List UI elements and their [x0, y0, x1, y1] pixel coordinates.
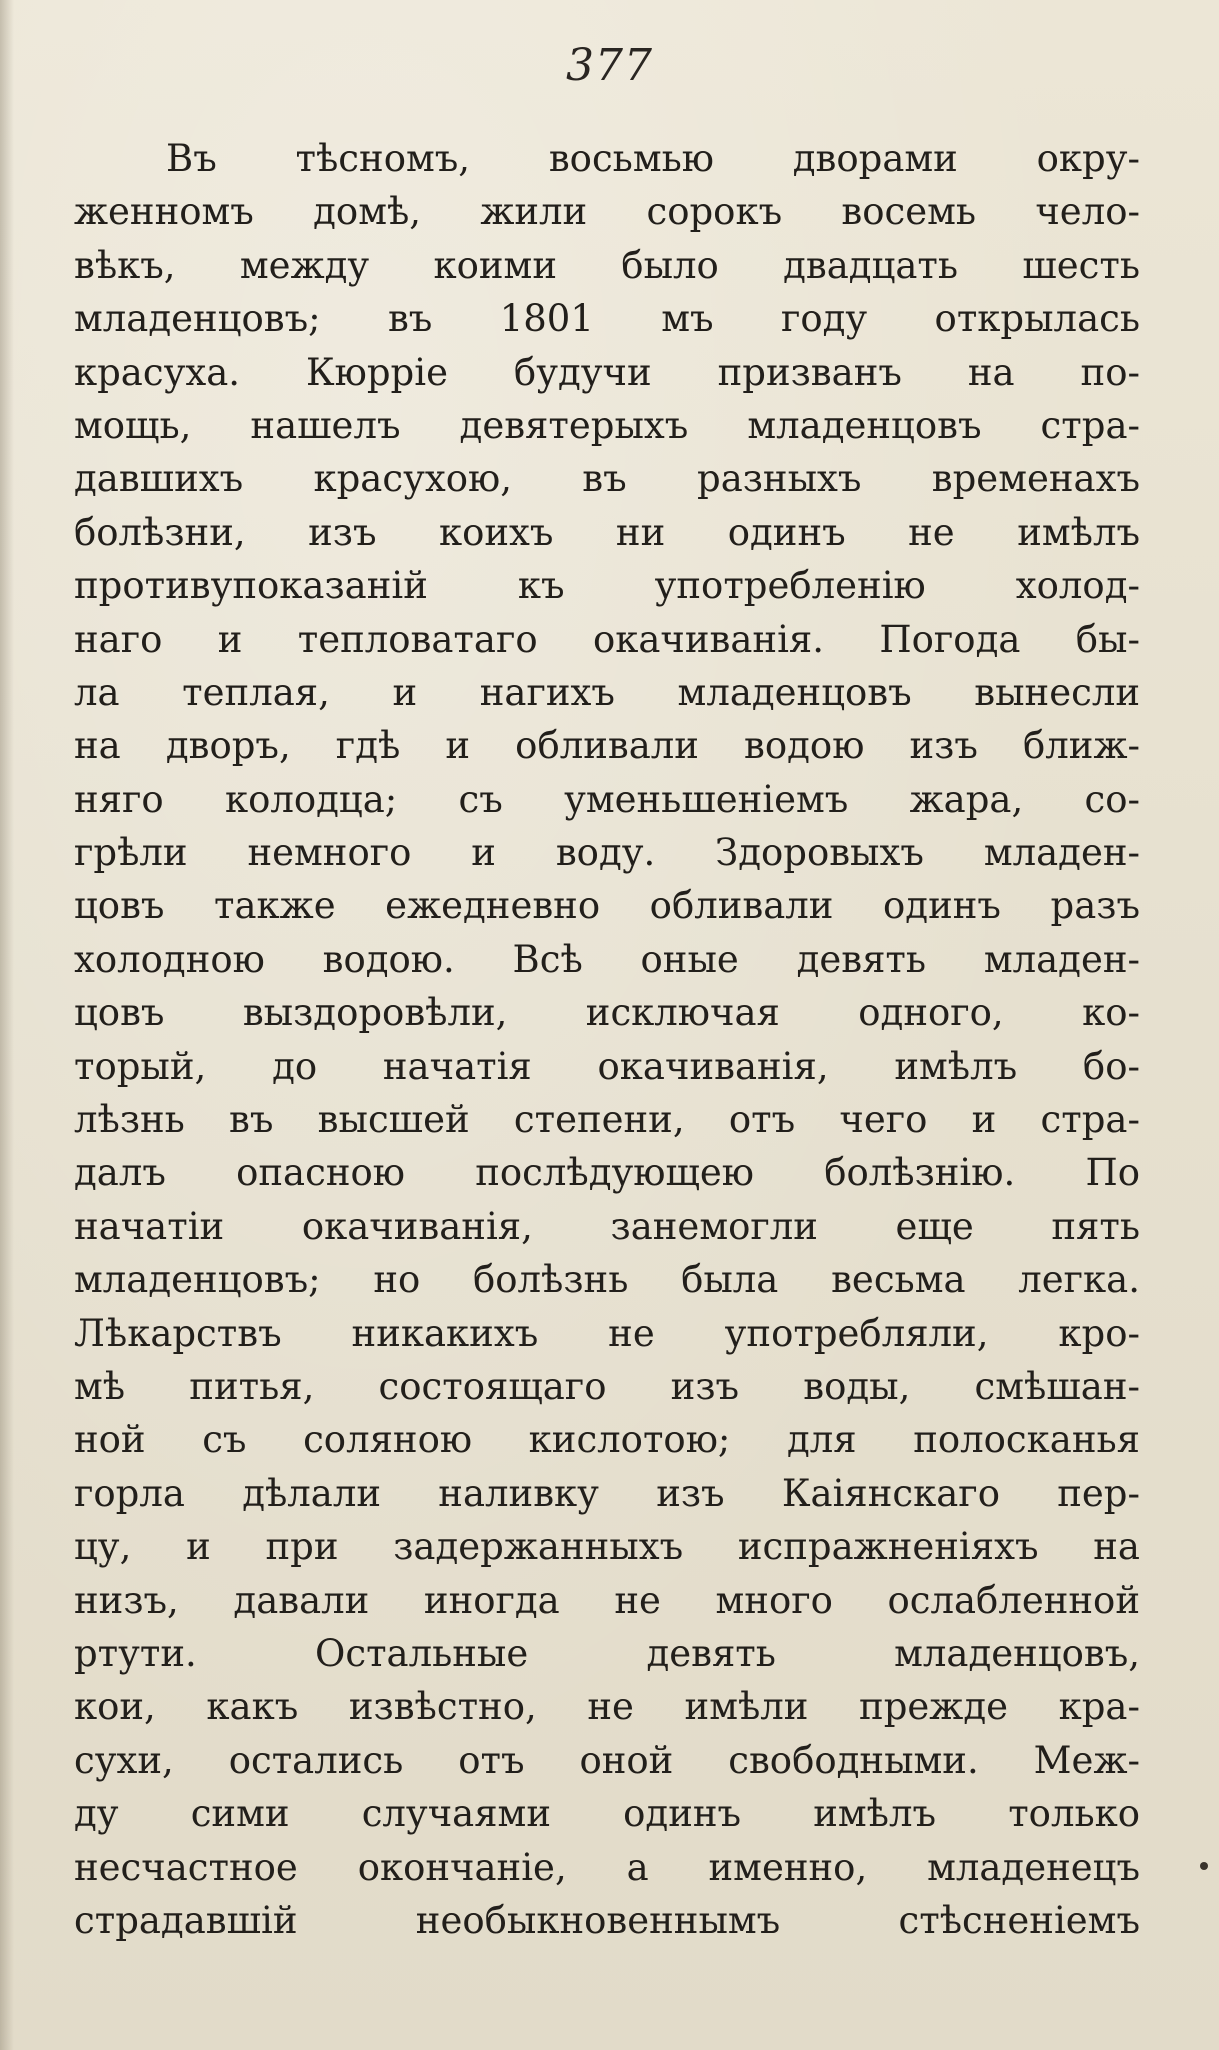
text-line: ной съ соляною кислотою; для полосканья — [74, 1418, 1140, 1462]
text-line: сухи, остались отъ оной свободными. Меж- — [74, 1738, 1140, 1782]
text-line: мѣ питья, состоящаго изъ воды, смѣшан- — [74, 1364, 1140, 1408]
text-line: торый, до начатія окачиванія, имѣлъ бо- — [74, 1044, 1140, 1088]
page-left-edge-shadow — [0, 0, 14, 2050]
text-line: женномъ домѣ, жили сорокъ восемь чело- — [74, 190, 1140, 234]
text-line: на дворъ, гдѣ и обливали водою изъ ближ- — [74, 724, 1140, 768]
text-line: далъ опасною послѣдующею болѣзнію. По — [74, 1151, 1140, 1195]
text-line: красуха. Кюрріе будучи призванъ на по- — [74, 350, 1140, 394]
text-line: младенцовъ; въ 1801 мъ году открылась — [74, 297, 1140, 341]
text-line: мощь, нашелъ девятерыхъ младенцовъ стра- — [74, 403, 1140, 447]
text-line: наго и тепловатаго окачиванія. Погода бы- — [74, 617, 1140, 661]
text-line: Лѣкарствъ никакихъ не употребляли, кро- — [74, 1311, 1140, 1355]
text-line: лѣзнь въ высшей степени, отъ чего и стра- — [74, 1098, 1140, 1142]
text-line: цовъ выздоровѣли, исключая одного, ко- — [74, 991, 1140, 1035]
text-line: кои, какъ извѣстно, не имѣли прежде кра- — [74, 1685, 1140, 1729]
text-line: противупоказаній къ употребленію холод- — [74, 564, 1140, 608]
ink-speck — [1200, 1862, 1208, 1870]
text-line: няго колодца; съ уменьшеніемъ жара, со- — [74, 777, 1140, 821]
text-line: грѣли немного и воду. Здоровыхъ младен- — [74, 831, 1140, 875]
text-line: ла теплая, и нагихъ младенцовъ вынесли — [74, 670, 1140, 714]
text-line: ртути. Остальные девять младенцовъ, — [74, 1631, 1140, 1675]
text-line: страдавшій необыкновеннымъ стѣсненіемъ — [74, 1898, 1140, 1942]
text-line: горла дѣлали наливку изъ Каіянскаго пер- — [74, 1471, 1140, 1515]
text-line: Въ тѣсномъ, восьмью дворами окру- — [166, 137, 1140, 180]
text-line: низъ, давали иногда не много ослабленной — [74, 1578, 1140, 1622]
text-line: цу, и при задержанныхъ испражненіяхъ на — [74, 1525, 1140, 1569]
text-line: ду сими случаями одинъ имѣлъ только — [74, 1792, 1140, 1836]
text-line: начатіи окачиванія, занемогли еще пять — [74, 1204, 1140, 1248]
text-line: болѣзни, изъ коихъ ни одинъ не имѣлъ — [74, 510, 1140, 554]
text-line: несчастное окончаніе, а именно, младенецъ — [74, 1845, 1140, 1889]
text-line: цовъ также ежедневно обливали одинъ разъ — [74, 884, 1140, 928]
text-line: давшихъ красухою, въ разныхъ временахъ — [74, 457, 1140, 501]
text-line: вѣкъ, между коими было двадцать шесть — [74, 243, 1140, 287]
text-line: младенцовъ; но болѣзнь была весьма легка. — [74, 1258, 1140, 1302]
text-line: холодною водою. Всѣ оные девять младен- — [74, 937, 1140, 981]
page-number: 377 — [566, 40, 653, 91]
page-text — [74, 132, 1140, 1947]
